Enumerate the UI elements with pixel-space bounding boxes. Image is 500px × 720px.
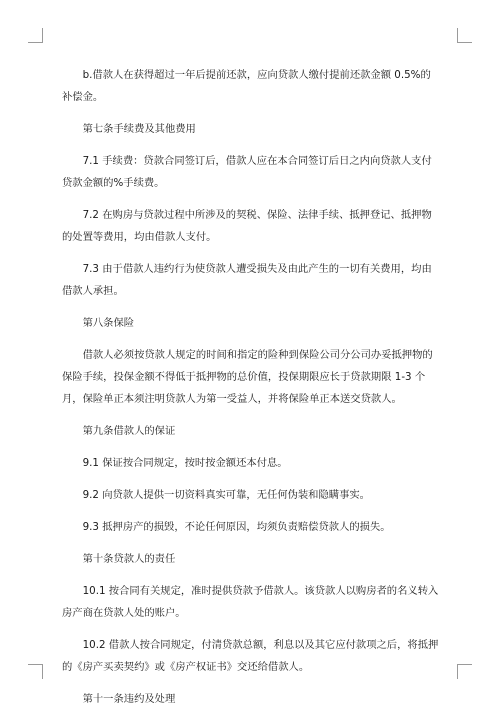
paragraph: 7.1 手续费：贷款合同签订后，借款人应在本合同签订后日之内向贷款人支付贷款金额的%手续费。 xyxy=(62,155,432,189)
paragraph: 10.2 借款人按合同规定，付清贷款总额，利息以及其它应付款项之后，将抵押的《房产买卖契约》或《房产权证书》交还给借款人。 xyxy=(62,639,439,673)
paragraph: 9.2 向贷款人提供一切资料真实可靠，无任何伪装和隐瞒事实。 xyxy=(82,489,370,501)
paragraph: 10.1 按合同有关规定，准时提供贷款予借款人。该贷款人以购房者的名义转入房产商在贷款人处的账户。 xyxy=(62,585,439,619)
page-corner-mark-bottom-right xyxy=(457,664,472,679)
section-heading: 第十条贷款人的责任 xyxy=(82,553,176,565)
paragraph: 9.3 抵押房产的损毁，不论任何原因，均须负责赔偿贷款人的损失。 xyxy=(82,521,391,533)
section-heading: 第十一条违约及处理 xyxy=(82,693,176,705)
page-corner-mark-top-right xyxy=(457,28,472,43)
paragraph: 借款人必须按贷款人规定的时间和指定的险种到保险公司分公司办妥抵押物的保险手续，投保金额不得低于抵押物的总价值，投保期限应长于贷款期限 1-3 个月，保险单正本须注明贷款人为第一受益人，并将保险单正本送交贷款人。 xyxy=(62,349,433,405)
paragraph: 9.1 保证按合同规定，按时按金额还本付息。 xyxy=(82,457,288,469)
page-corner-mark-bottom-left xyxy=(28,664,43,679)
section-heading: 第八条保险 xyxy=(82,317,135,329)
section-heading: 第九条借款人的保证 xyxy=(82,425,176,437)
section-heading: 第七条手续费及其他费用 xyxy=(82,123,196,135)
paragraph: 7.2 在购房与贷款过程中所涉及的契税、保险、法律手续、抵押登记、抵押物的处置等费用，均由借款人支付。 xyxy=(62,209,432,243)
document-body xyxy=(62,64,440,720)
page-corner-mark-top-left xyxy=(28,28,43,43)
paragraph: 7.3 由于借款人违约行为使贷款人遭受损失及由此产生的一切有关费用，均由借款人承担。 xyxy=(62,263,432,297)
paragraph: b.借款人在获得超过一年后提前还款，应向贷款人缴付提前还款金额 0.5%的补偿金。 xyxy=(62,69,431,103)
